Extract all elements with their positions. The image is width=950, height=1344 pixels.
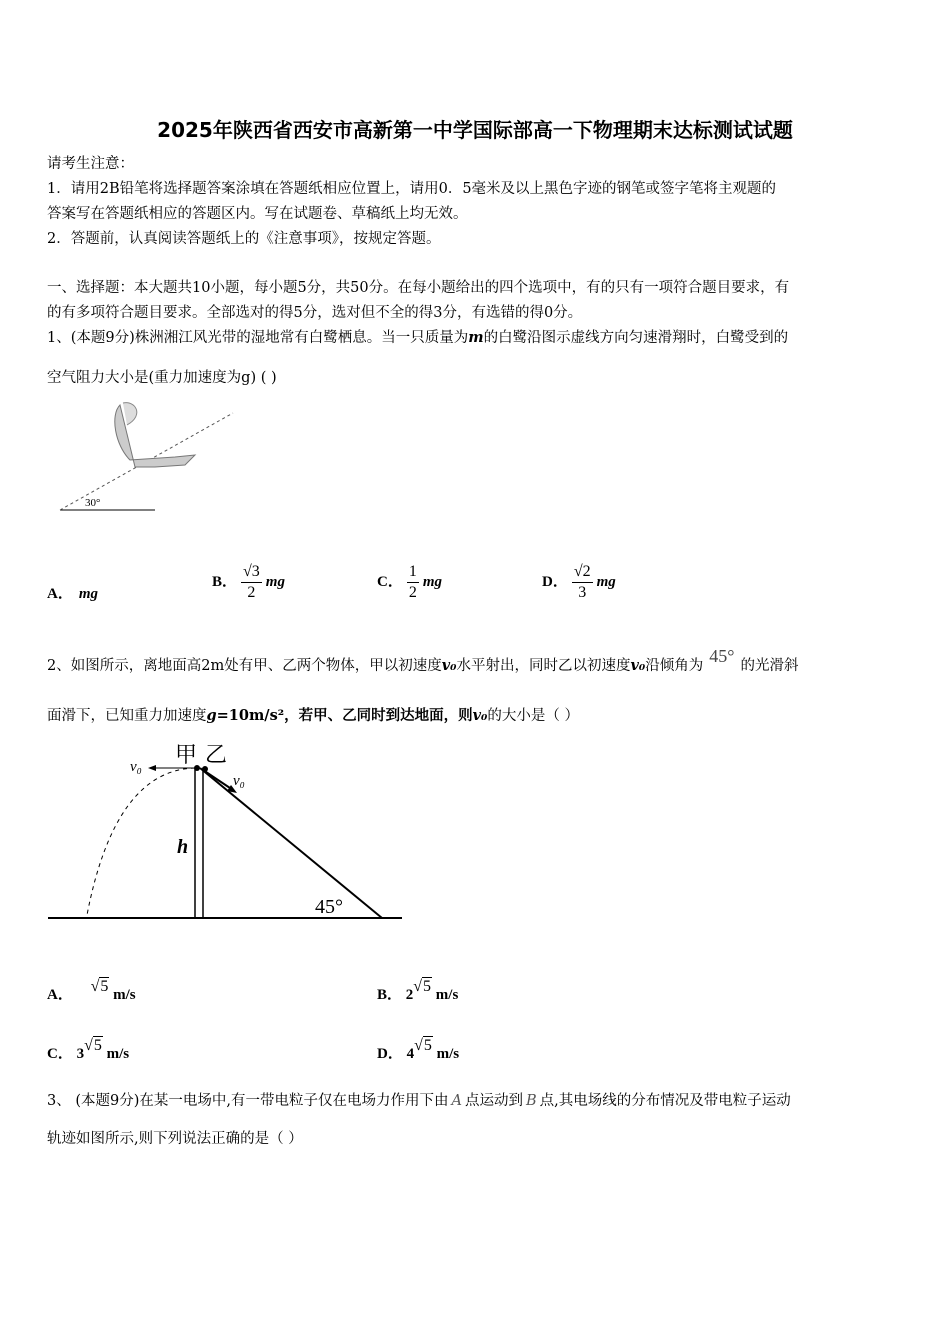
q2-text: 2、如图所示，离地面高2m处有甲、乙两个物体，甲以初速度v₀水平射出，同时乙以初速度v₀沿倾角为 45° 的光滑斜 [47, 646, 799, 674]
incline-slope [200, 768, 382, 918]
svg-text:v₀: v₀ [130, 759, 142, 775]
page-title: 2025年陕西省西安市高新第一中学国际部高一下物理期末达标测试试题 [157, 118, 793, 142]
notice-line: 1．请用2B铅笔将选择题答案涂填在答题纸相应位置上，请用0．5毫米及以上黑色字迹的钢笔或签字笔将主观题的 [47, 181, 777, 197]
q2-option-c[interactable]: C． 3√5 m/s [47, 1037, 130, 1062]
section-instructions: 的有多项符合题目要求。全部选对的得5分，选对但不全的得3分，有选错的得0分。 [47, 305, 583, 321]
q1-text [47, 326, 788, 347]
incline-figure [45, 735, 405, 925]
svg-text:乙: 乙 [205, 742, 228, 767]
q1-option-a[interactable]: A． mg [47, 586, 99, 602]
svg-text:v₀: v₀ [233, 773, 245, 789]
q2-option-d[interactable]: D． 4√5 m/s [377, 1037, 460, 1062]
q1-text-b: 的白鹭沿图示虚线方向匀速滑翔时，白鹭受到的 [483, 330, 789, 346]
svg-text:h: h [177, 836, 189, 858]
q2-option-b[interactable]: B． 2√5 m/s [377, 978, 459, 1003]
q2-text-line2: 面滑下，已知重力加速度g=10m/s²，若甲、乙同时到达地面，则v₀的大小是（ ） [47, 707, 580, 724]
q3-text: 3、 (本题9分)在某一电场中,有一带电粒子仅在电场力作用下由 A 点运动到 B 点,其电场线的分布情况及带电粒子运动 [47, 1093, 791, 1109]
svg-text:45°: 45° [315, 896, 343, 918]
q2-option-a[interactable]: A． √5 m/s [47, 978, 136, 1003]
q1-option-d[interactable]: D． $\frac{√2}{3}$ mg [542, 563, 616, 601]
notice-line: 2．答题前，认真阅读答题纸上的《注意事项》，按规定答题。 [47, 231, 441, 247]
section-instructions: 一、选择题：本大题共10小题，每小题5分，共50分。在每小题给出的四个选项中，有的只有一项符合题目要求，有 [47, 280, 790, 296]
egret-figure [55, 395, 240, 515]
notice-line: 答案写在答题纸相应的答题区内。写在试题卷、草稿纸上均无效。 [47, 206, 468, 222]
q1-text-line2: 空气阻力大小是(重力加速度为g) ( ) [47, 370, 277, 386]
svg-text:甲: 甲 [175, 742, 198, 767]
notice-heading: 请考生注意： [47, 156, 134, 172]
q1-mass: m [468, 329, 484, 346]
q1-text-a: 1、(本题9分)株洲湘江风光带的湿地常有白鹭栖息。当一只质量为 [47, 330, 469, 346]
angle-label: 30° [85, 497, 101, 509]
q1-option-c[interactable]: C． $\frac{1}{2}$ mg [377, 563, 443, 601]
q3-text-line2: 轨迹如图所示,则下列说法正确的是（ ） [47, 1131, 303, 1147]
q1-option-b[interactable]: B． $\frac{√3}{2}$ mg [212, 563, 285, 601]
